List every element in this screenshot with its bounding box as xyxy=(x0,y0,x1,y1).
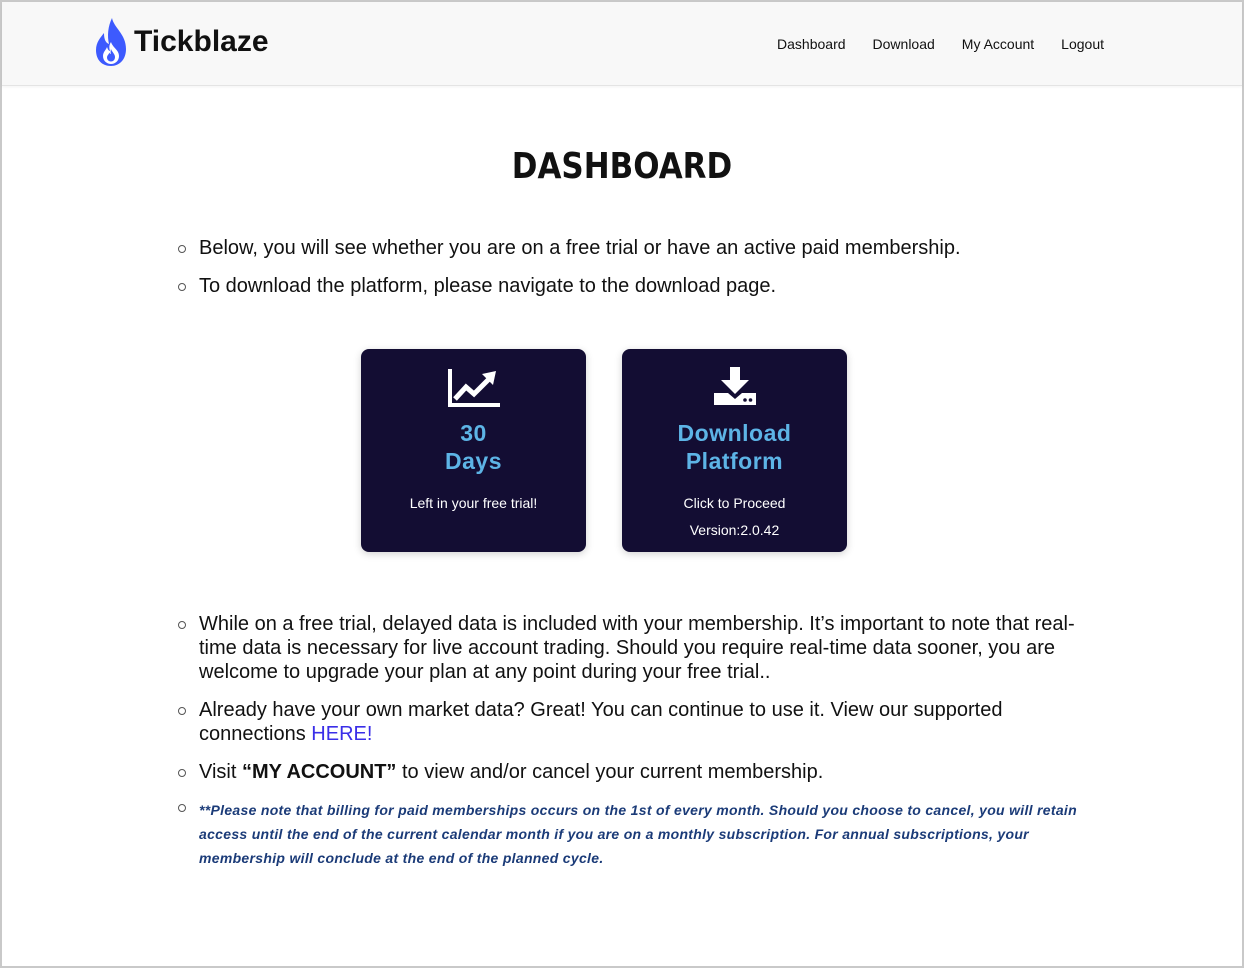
free-trial-card xyxy=(361,349,586,552)
download-title-line1: Download xyxy=(677,420,792,446)
flame-icon xyxy=(92,16,130,68)
list-item xyxy=(178,760,1078,784)
nav-logout[interactable]: Logout xyxy=(1061,36,1104,52)
market-data-text: Already have your own market data? Great! You can continue to use it. View our supported connections xyxy=(199,699,1003,745)
main-nav xyxy=(750,36,1104,52)
list-item xyxy=(178,612,1078,684)
download-icon xyxy=(622,367,847,411)
brand-name: Tickblaze xyxy=(134,25,269,58)
supported-connections-link[interactable]: HERE! xyxy=(311,723,373,745)
nav-download[interactable]: Download xyxy=(872,36,935,52)
bullet-circle-icon xyxy=(178,283,186,291)
account-text-prefix: Visit xyxy=(199,761,242,783)
trial-days-unit: Days xyxy=(445,448,502,474)
intro-text-download: To download the platform, please navigate to the download page. xyxy=(199,275,777,297)
nav-my-account[interactable]: My Account xyxy=(961,36,1035,52)
account-text-suffix: to view and/or cancel your current membership. xyxy=(396,761,824,783)
page-title: DASHBOARD xyxy=(511,146,733,187)
bullet-circle-icon xyxy=(178,707,186,715)
brand-logo[interactable] xyxy=(92,16,269,68)
download-caption: Click to Proceed xyxy=(683,495,786,511)
intro-text-trial-status: Below, you will see whether you are on a free trial or have an active paid membership. xyxy=(199,237,961,259)
bullet-circle-icon xyxy=(178,621,186,629)
nav-dashboard[interactable]: Dashboard xyxy=(777,36,846,52)
bullet-circle-icon xyxy=(178,245,186,253)
trial-data-note: While on a free trial, delayed data is included with your membership. It’s important to note that real-time data is necessary for live account trading. Should you require real-time data sooner, you are welcome to upgrade your plan at any point during your free trial.. xyxy=(199,613,1075,683)
list-item xyxy=(178,698,1078,746)
line-chart-icon xyxy=(361,367,586,411)
download-title xyxy=(622,419,847,475)
my-account-emphasis: “MY ACCOUNT” xyxy=(241,761,397,783)
billing-note: **Please note that billing for paid memberships occurs on the 1st of every month. Should you choose to cancel, you will retain access until the end of the current calendar month if you are on a monthly subscription. For annual subscriptions, your membership will conclude at the end of the planned cycle. xyxy=(199,802,1077,866)
download-platform-card[interactable] xyxy=(622,349,847,552)
intro-list xyxy=(178,236,1078,312)
version-label: Version:2.0.42 xyxy=(689,522,780,538)
list-item xyxy=(178,236,1078,260)
trial-caption: Left in your free trial! xyxy=(409,495,538,511)
download-title-line2: Platform xyxy=(685,448,784,474)
trial-days-remaining xyxy=(361,419,586,475)
site-header xyxy=(2,2,1242,86)
trial-days-number: 30 xyxy=(460,420,487,446)
info-list xyxy=(178,612,1078,884)
bullet-circle-icon xyxy=(178,804,186,812)
list-item xyxy=(178,274,1078,298)
bullet-circle-icon xyxy=(178,769,186,777)
list-item xyxy=(178,798,1078,870)
